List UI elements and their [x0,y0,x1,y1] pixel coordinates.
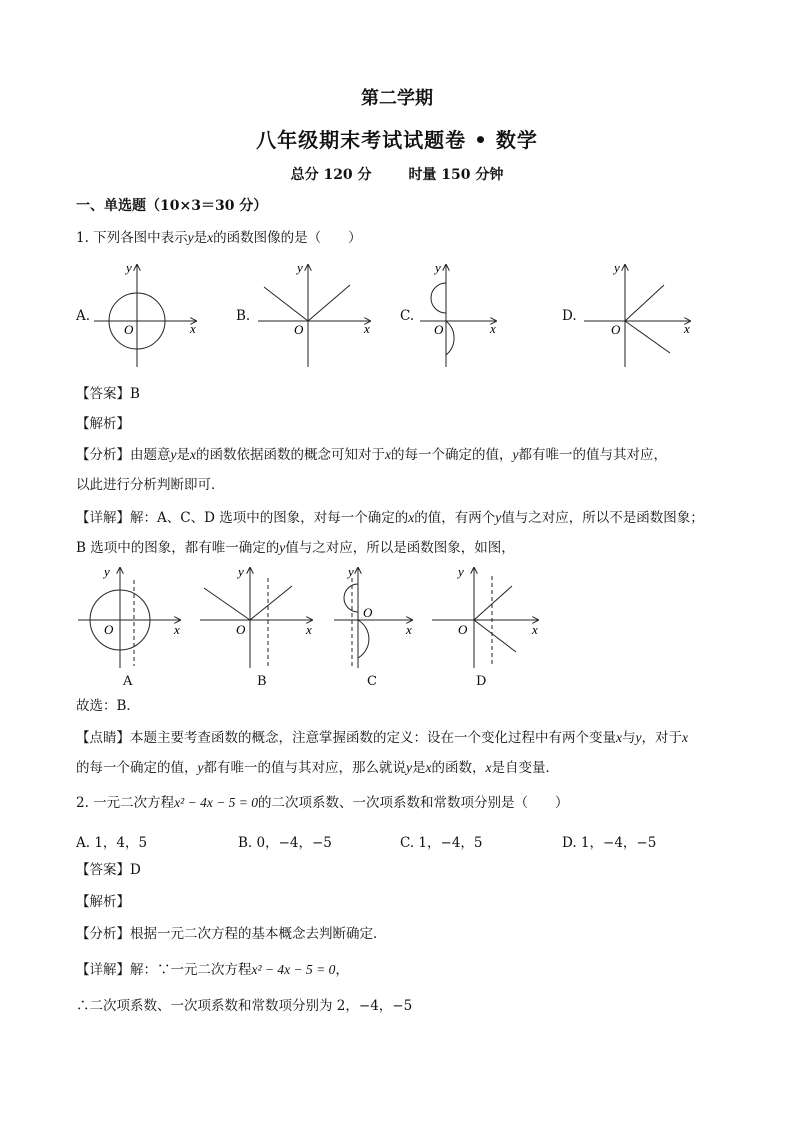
q2-analysis-label: 【解析】 [76,894,130,910]
solution-graph-a [78,564,180,668]
q1-answer: 【答案】B [76,386,140,402]
svg-text:y: y [614,260,620,275]
origin-label: O [124,322,134,337]
solution-graph-b [200,564,312,668]
axis-y-label: y [126,260,132,275]
graph-c [420,260,496,367]
svg-text:O: O [294,322,304,337]
svg-text:x: x [306,622,312,637]
time-limit: 时量 150 分钟 [408,167,504,183]
q2-stem: 2. 一元二次方程x² − 4x − 5 = 0的二次项系数、一次项系数和常数项分别是（ ） [76,795,569,811]
q1-option-c-label: C. [400,308,415,324]
q1-dianjing: 【点睛】本题主要考查函数的概念，注意掌握函数的定义：设在一个变化过程中有两个变量x与y，对于x [76,730,688,746]
q1-option-a-label: A. [76,308,91,324]
svg-text:O: O [363,605,373,620]
svg-text:x: x [490,321,496,336]
q2-fenxi: 【分析】根据一元二次方程的基本概念去判断确定． [76,926,387,942]
svg-text:O: O [458,622,468,637]
svg-text:O: O [236,622,246,637]
solution-graph-d [432,564,538,668]
svg-text:y: y [238,564,244,579]
svg-text:y: y [104,564,110,579]
q1-option-b-label: B. [236,308,251,324]
q1-xiangjie: 【详解】解：A、C、D 选项中的图象，对每一个确定的x的值，有两个y值与之对应，所以不是函数图象； [76,510,704,526]
svg-text:x: x [406,622,412,637]
semester-heading: 第二学期 [361,88,433,109]
graph-a [94,260,196,367]
q1-dianjing-line2: 的每一个确定的值，y都有唯一的值与其对应，那么就说y是x的函数，x是自变量． [76,760,559,776]
caption-c: C [367,674,377,689]
q2-option-b: B. 0，−4，−5 [238,835,332,851]
svg-text:y: y [348,564,354,579]
caption-d: D [476,674,487,689]
graph-d [584,260,690,367]
q2-xiangjie: 【详解】解：∵一元二次方程x² − 4x − 5 = 0， [76,962,349,978]
q2-conclusion: ∴二次项系数、一次项系数和常数项分别为 2，−4，−5 [76,998,413,1014]
svg-text:y: y [435,260,441,275]
solution-graph-c [334,564,412,668]
svg-text:y: y [458,564,464,579]
caption-a: A [123,674,133,689]
q1-solution-graphs [0,562,794,672]
q2-option-c: C. 1，−4，5 [400,835,483,851]
caption-b: B [257,674,267,689]
q2-option-d: D. 1，−4，−5 [562,835,657,851]
svg-text:x: x [684,321,690,336]
q1-option-d-label: D. [562,308,577,324]
q1-stem: 1. 下列各图中表示y是x的函数图像的是（ ） [76,230,362,246]
svg-text:x: x [532,622,538,637]
q1-xiangjie-line2: B 选项中的图象，都有唯一确定的y值与之对应，所以是函数图象，如图， [76,540,515,556]
exam-meta [0,164,794,184]
q1-analysis-label: 【解析】 [76,416,130,432]
svg-text:O: O [434,322,444,337]
q2-option-a: A. 1，4，5 [76,835,148,851]
graph-b [258,260,370,367]
svg-text:x: x [174,622,180,637]
q1-fenxi-line2: 以此进行分析判断即可． [76,477,225,493]
svg-text:O: O [104,622,114,637]
q2-answer: 【答案】D [76,862,141,878]
q1-choose: 故选：B． [76,698,140,714]
q1-fenxi: 【分析】由题意y是x的函数依据函数的概念可知对于x的每一个确定的值，y都有唯一的值与其对应， [76,447,667,463]
total-score: 总分 120 分 [290,167,372,183]
svg-text:x: x [364,321,370,336]
q1-option-graphs [0,255,794,375]
section-heading: 一、单选题（10×3＝30 分） [76,198,268,214]
svg-text:y: y [297,260,303,275]
svg-text:O: O [611,322,621,337]
axis-x-label: x [190,321,196,336]
exam-title: 八年级期末考试试题卷 • 数学 [256,128,538,152]
